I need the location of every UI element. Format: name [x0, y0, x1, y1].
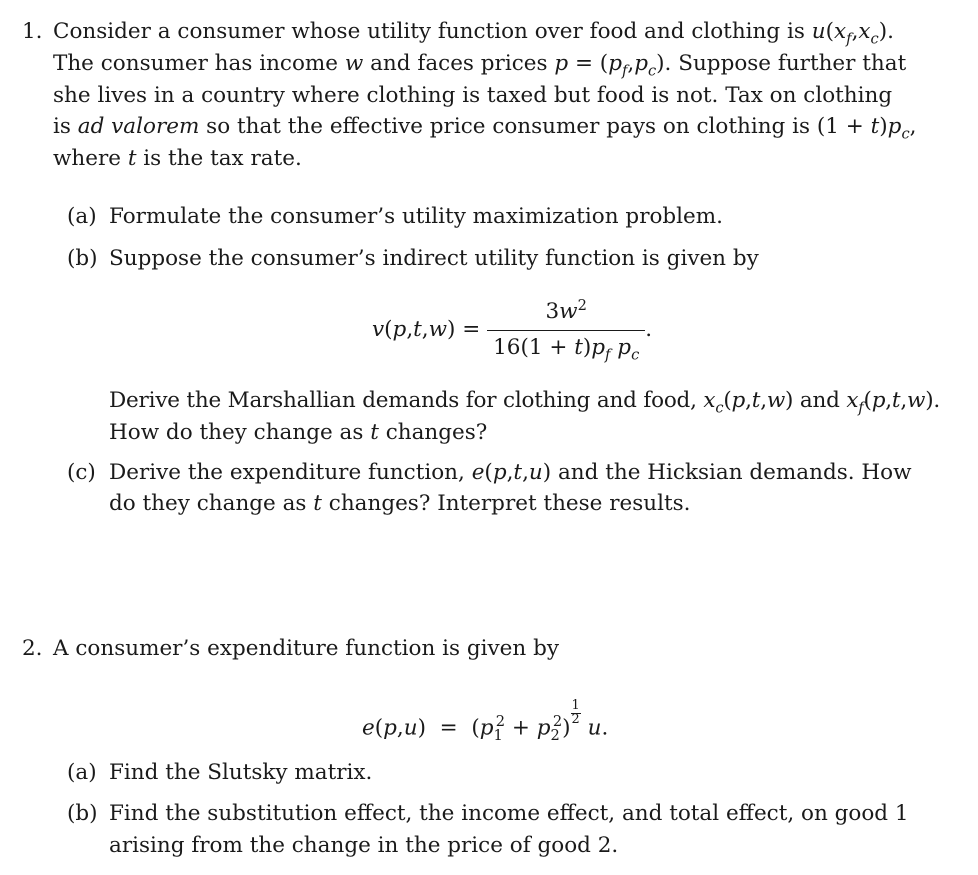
question-1c-line-1: Derive the expenditure function, e(p,t,u) and the Hicksian demands. How	[109, 460, 912, 485]
question-1c-line-2: do they change as t changes? Interpret these results.	[109, 491, 691, 516]
question-1c-label: (c)	[67, 460, 96, 485]
question-1b-line-2: Derive the Marshallian demands for clothing and food, $x_c(p,t,w)$ and $x_f(p,t,w)$.	[109, 388, 941, 417]
exponent-half: $\frac{1}{2}$	[571, 698, 580, 727]
question-2b-line-2: arising from the change in the price of good 2.	[109, 833, 619, 858]
equation-fraction	[487, 296, 645, 363]
question-2a-text: Find the Slutsky matrix.	[109, 760, 373, 785]
question-1-line-3: she lives in a country where clothing is taxed but food is not. Tax on clothing	[53, 83, 893, 108]
question-1b-text: Suppose the consumer’s indirect utility function is given by	[109, 246, 759, 271]
question-1-line-5: where t is the tax rate.	[53, 146, 302, 171]
equation-denominator: $16(1 + t)p_f$ $p_c$	[493, 334, 640, 364]
question-2-intro: A consumer’s expenditure function is given by	[53, 636, 559, 661]
question-1-line-1: Consider a consumer whose utility function over food and clothing is $u(x_f,x_c)$.	[53, 19, 894, 48]
question-1-line-2: The consumer has income w and faces prices $p = (p_f,p_c)$. Suppose further that	[53, 51, 907, 80]
question-1b-label: (b)	[67, 246, 98, 271]
question-1b-line-3: How do they change as t changes?	[109, 420, 488, 445]
question-1a-label: (a)	[67, 204, 97, 229]
question-2-number: 2.	[22, 636, 43, 661]
expenditure-equation: $e(p,u) = (p_1^2 + p_2^2)$ $\frac{1}{2}$ u.	[362, 698, 609, 744]
question-2b-label: (b)	[67, 801, 98, 826]
equation-numerator: $3w^2$	[545, 296, 587, 324]
equation-period: .	[645, 316, 653, 342]
question-1-number: 1.	[22, 19, 43, 44]
equation-lhs: v(p,t,w) =	[372, 316, 488, 342]
question-1a-text: Formulate the consumer’s utility maximization problem.	[109, 204, 723, 229]
indirect-utility-equation	[372, 296, 652, 363]
question-2a-label: (a)	[67, 760, 97, 785]
question-2b-line-1: Find the substitution effect, the income effect, and total effect, on good 1	[109, 801, 909, 826]
question-1-line-4: is ad valorem so that the effective price consumer pays on clothing is $(1 + t)p_c$,	[53, 114, 917, 143]
